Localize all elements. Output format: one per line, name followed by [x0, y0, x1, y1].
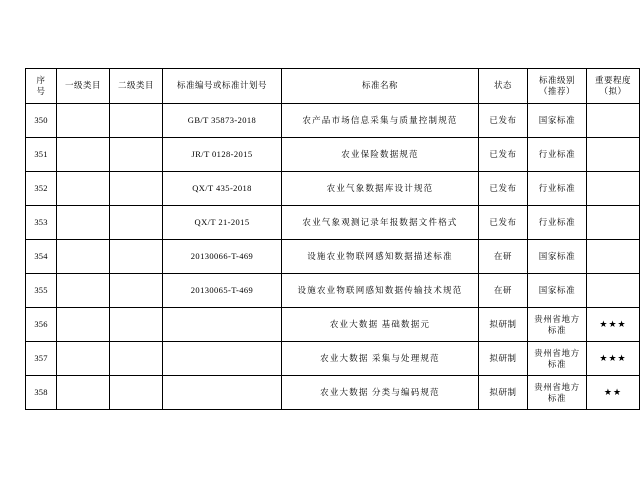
header-standard-code: [163, 69, 282, 104]
header-importance-line1: 重要程度: [594, 74, 631, 85]
cell-importance: [587, 274, 640, 308]
cell-status: [479, 342, 528, 376]
cell-standard-name: [282, 104, 479, 138]
cell-standard-level-text: 贵州省地方标准: [534, 381, 580, 403]
table-row: [26, 342, 640, 376]
table-row: [26, 376, 640, 410]
cell-standard-name-text: 农业保险数据规范: [341, 149, 419, 160]
header-importance-line2: （拟）: [599, 86, 627, 96]
cell-seq-text: 358: [34, 387, 48, 398]
cell-standard-code: [163, 376, 282, 410]
cell-standard-name: [282, 376, 479, 410]
cell-status: [479, 206, 528, 240]
cell-category1: [57, 104, 110, 138]
cell-standard-code: [163, 342, 282, 376]
cell-seq-text: 353: [34, 217, 48, 228]
cell-status-text: 已发布: [489, 183, 517, 194]
header-category1-label: 一级类目: [64, 80, 101, 91]
cell-standard-code: [163, 206, 282, 240]
cell-standard-level-text: 贵州省地方标准: [534, 347, 580, 369]
table-row: [26, 240, 640, 274]
cell-standard-level: [528, 138, 587, 172]
cell-importance: [587, 172, 640, 206]
cell-standard-level: [528, 172, 587, 206]
cell-standard-level: [528, 376, 587, 410]
cell-standard-name-text: 农业大数据 分类与编码规范: [320, 387, 440, 398]
cell-status: [479, 172, 528, 206]
cell-category2: [110, 206, 163, 240]
header-standard-level-line2: （推荐）: [538, 86, 575, 96]
cell-status-text: 已发布: [489, 217, 517, 228]
header-status-label: 状态: [493, 80, 512, 91]
cell-seq-text: 350: [34, 115, 48, 126]
header-standard-name-label: 标准名称: [361, 80, 398, 91]
cell-standard-name: [282, 274, 479, 308]
cell-standard-code: [163, 308, 282, 342]
cell-importance-text: ★★: [603, 386, 623, 397]
cell-standard-name-text: 农业大数据 采集与处理规范: [320, 353, 440, 364]
cell-standard-level-text: 贵州省地方标准: [534, 313, 580, 335]
cell-seq: [26, 172, 57, 206]
table-row: [26, 274, 640, 308]
cell-status-text: 在研: [493, 285, 513, 296]
cell-standard-level-text: 行业标准: [538, 217, 576, 228]
cell-category1: [57, 172, 110, 206]
header-seq: [26, 69, 57, 104]
cell-status-text: 拟研制: [489, 353, 517, 364]
cell-seq-text: 351: [34, 149, 48, 160]
cell-status-text: 拟研制: [489, 319, 517, 330]
header-seq-line1: 序: [36, 74, 46, 85]
cell-category2: [110, 138, 163, 172]
cell-standard-name: [282, 342, 479, 376]
table-row: [26, 206, 640, 240]
table-header: [26, 69, 640, 104]
cell-standard-level-text: 行业标准: [538, 183, 576, 194]
cell-standard-level: [528, 240, 587, 274]
cell-category1: [57, 376, 110, 410]
cell-seq-text: 354: [34, 251, 48, 262]
cell-importance-text: ★★★: [599, 318, 627, 329]
header-row: [26, 69, 640, 104]
cell-standard-level-text: 国家标准: [538, 285, 576, 296]
cell-status: [479, 308, 528, 342]
cell-status-text: 在研: [493, 251, 513, 262]
cell-standard-level: [528, 308, 587, 342]
header-standard-code-label: 标准编号或标准计划号: [176, 80, 267, 91]
header-importance: [587, 69, 640, 104]
cell-seq-text: 355: [34, 285, 48, 296]
cell-importance: [587, 206, 640, 240]
cell-category1: [57, 138, 110, 172]
standards-table-container: [25, 68, 631, 410]
cell-status-text: 拟研制: [489, 387, 517, 398]
cell-category2: [110, 104, 163, 138]
cell-seq: [26, 206, 57, 240]
cell-category2: [110, 240, 163, 274]
cell-standard-level: [528, 206, 587, 240]
cell-seq-text: 352: [34, 183, 48, 194]
cell-standard-name: [282, 138, 479, 172]
cell-standard-code-text: QX/T 435-2018: [192, 183, 252, 194]
cell-importance-text: ★★★: [599, 352, 627, 363]
cell-seq: [26, 342, 57, 376]
table-row: [26, 308, 640, 342]
cell-seq-text: 356: [34, 319, 48, 330]
cell-standard-code-text: 20130065-T-469: [190, 285, 254, 296]
cell-standard-name-text: 农业气象观测记录年报数据文件格式: [302, 217, 458, 228]
cell-standard-code-text: 20130066-T-469: [190, 251, 254, 262]
cell-seq: [26, 376, 57, 410]
cell-standard-level-text: 行业标准: [538, 149, 576, 160]
header-standard-level-line1: 标准级别: [538, 74, 575, 85]
cell-category2: [110, 172, 163, 206]
cell-standard-name: [282, 172, 479, 206]
table-row: [26, 138, 640, 172]
cell-status: [479, 138, 528, 172]
cell-category1: [57, 342, 110, 376]
cell-category2: [110, 342, 163, 376]
cell-category1: [57, 274, 110, 308]
header-status: [479, 69, 528, 104]
cell-standard-name-text: 农业气象数据库设计规范: [326, 183, 434, 194]
table-body: [26, 104, 640, 410]
cell-standard-code: [163, 172, 282, 206]
cell-standard-code: [163, 104, 282, 138]
header-category2-label: 二级类目: [117, 80, 154, 91]
cell-importance: [587, 104, 640, 138]
cell-standard-level-text: 国家标准: [538, 115, 576, 126]
header-standard-name: [282, 69, 479, 104]
cell-standard-name-text: 设施农业物联网感知数据传输技术规范: [297, 285, 463, 296]
cell-seq: [26, 274, 57, 308]
cell-standard-name-text: 农产品市场信息采集与质量控制规范: [302, 115, 458, 126]
cell-status-text: 已发布: [489, 149, 517, 160]
cell-seq: [26, 138, 57, 172]
cell-category1: [57, 240, 110, 274]
cell-status: [479, 240, 528, 274]
cell-category2: [110, 308, 163, 342]
cell-standard-name-text: 农业大数据 基础数据元: [329, 319, 431, 330]
cell-standard-level: [528, 342, 587, 376]
cell-standard-name: [282, 240, 479, 274]
cell-standard-code: [163, 240, 282, 274]
cell-standard-code-text: QX/T 21-2015: [194, 217, 250, 228]
cell-standard-code-text: JR/T 0128-2015: [191, 149, 253, 160]
header-standard-level: [528, 69, 587, 104]
table-row: [26, 172, 640, 206]
cell-standard-level-text: 国家标准: [538, 251, 576, 262]
cell-standard-name: [282, 308, 479, 342]
cell-status: [479, 274, 528, 308]
cell-importance: [587, 342, 640, 376]
cell-seq: [26, 104, 57, 138]
cell-status-text: 已发布: [489, 115, 517, 126]
standards-table: [25, 68, 640, 410]
cell-importance: [587, 376, 640, 410]
cell-status: [479, 376, 528, 410]
cell-importance: [587, 138, 640, 172]
cell-seq: [26, 240, 57, 274]
cell-importance: [587, 240, 640, 274]
cell-seq: [26, 308, 57, 342]
cell-standard-code: [163, 138, 282, 172]
cell-category1: [57, 206, 110, 240]
cell-status: [479, 104, 528, 138]
cell-standard-level: [528, 274, 587, 308]
cell-standard-level: [528, 104, 587, 138]
table-row: [26, 104, 640, 138]
cell-standard-name-text: 设施农业物联网感知数据描述标准: [307, 251, 453, 262]
cell-seq-text: 357: [34, 353, 48, 364]
cell-standard-code: [163, 274, 282, 308]
cell-category2: [110, 376, 163, 410]
cell-importance: [587, 308, 640, 342]
cell-category2: [110, 274, 163, 308]
cell-standard-code-text: GB/T 35873-2018: [187, 115, 257, 126]
cell-standard-name: [282, 206, 479, 240]
header-category2: [110, 69, 163, 104]
cell-category1: [57, 308, 110, 342]
header-seq-line2: 号: [36, 86, 46, 96]
header-category1: [57, 69, 110, 104]
